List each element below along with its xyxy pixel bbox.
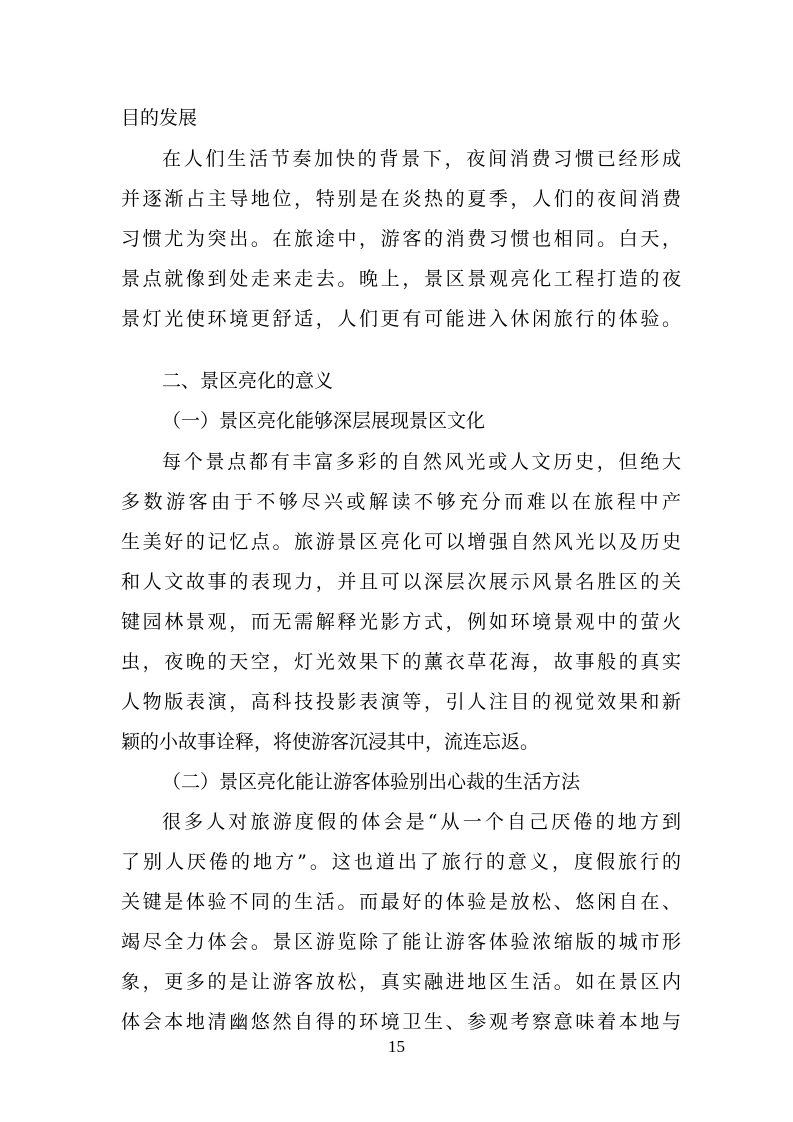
paragraph-line: 在人们生活节奏加快的背景下，夜间消费习惯已经形成 (162, 148, 681, 170)
paragraph-line: 象，更多的是让游客放松，真实融进地区生活。如在景区内 (121, 971, 681, 993)
subsection-heading: （二）景区亮化能让游客体验别出心裁的生活方法 (162, 771, 581, 793)
paragraph-line: 习惯尤为突出。在旅途中，游客的消费习惯也相同。白天， (121, 228, 681, 250)
paragraph-line: 景点就像到处走来走去。晚上，景区景观亮化工程打造的夜 (121, 268, 681, 290)
paragraph-line: 了别人厌倦的地方”。这也道出了旅行的意义，度假旅行的 (121, 851, 681, 873)
paragraph-line: 关键是体验不同的生活。而最好的体验是放松、悠闲自在、 (121, 891, 681, 913)
paragraph-line: 并逐渐占主导地位，特别是在炎热的夏季，人们的夜间消费 (121, 188, 681, 210)
paragraph-line: 生美好的记忆点。旅游景区亮化可以增强自然风光以及历史 (121, 531, 681, 553)
paragraph-line: 人物版表演，高科技投影表演等，引人注目的视觉效果和新 (121, 691, 681, 713)
paragraph-line: 颖的小故事诠释，将使游客沉浸其中，流连忘返。 (121, 731, 540, 753)
paragraph-line: 竭尽全力体会。景区游览除了能让游客体验浓缩版的城市形 (121, 931, 681, 953)
paragraph-line: 景灯光使环境更舒适，人们更有可能进入休闲旅行的体验。 (121, 308, 681, 330)
page-number: 15 (388, 1037, 405, 1056)
section-heading: 二、景区亮化的意义 (162, 370, 334, 392)
subsection-heading: （一）景区亮化能够深层展现景区文化 (162, 410, 486, 432)
paragraph-line: 和人文故事的表现力，并且可以深层次展示风景名胜区的关 (121, 571, 681, 593)
paragraph-line: 很多人对旅游度假的体会是“从一个自己厌倦的地方到 (162, 811, 681, 833)
paragraph-line: 键园林景观，而无需解释光影方式，例如环境景观中的萤火 (121, 611, 681, 633)
paragraph-line: 目的发展 (121, 107, 198, 129)
paragraph-line: 每个景点都有丰富多彩的自然风光或人文历史，但绝大 (162, 451, 681, 473)
paragraph-line: 体会本地清幽悠然自得的环境卫生、参观考察意味着本地与 (121, 1011, 681, 1033)
paragraph-line: 虫，夜晚的天空，灯光效果下的薰衣草花海，故事般的真实 (121, 651, 681, 673)
paragraph-line: 多数游客由于不够尽兴或解读不够充分而难以在旅程中产 (121, 491, 681, 513)
